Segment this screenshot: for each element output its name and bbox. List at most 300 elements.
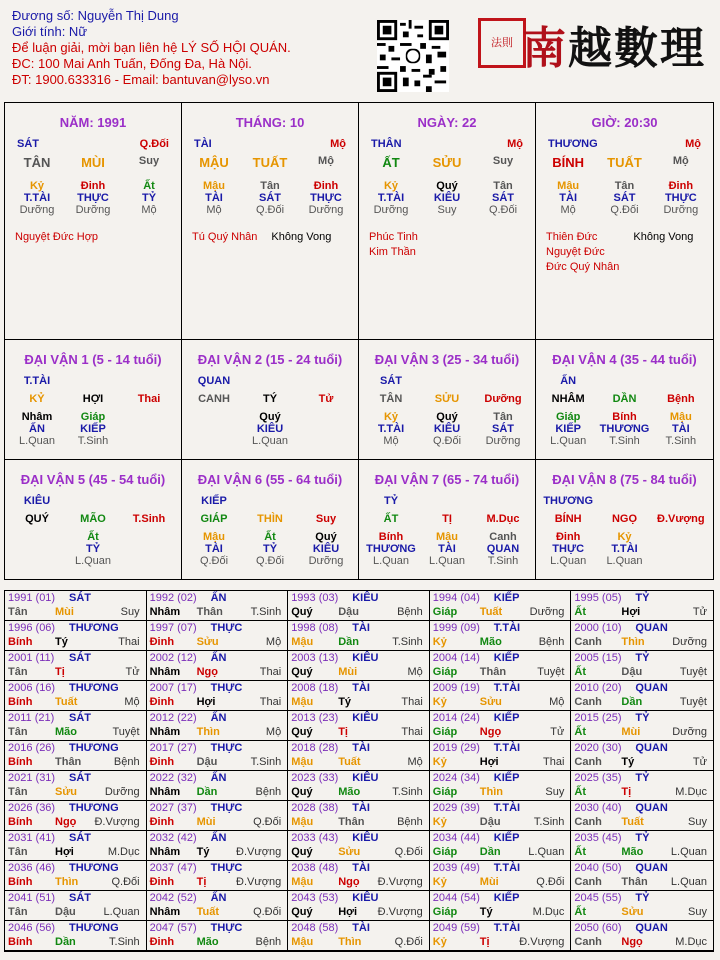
dai-van-hidden-stages-row xyxy=(182,555,358,567)
year-stage: Thai xyxy=(401,696,423,708)
year-cell xyxy=(571,741,713,771)
dai-van-hidden-stem: Bính xyxy=(612,411,637,423)
year-label: 1993 (03) xyxy=(291,592,339,604)
year-branch: Hợi xyxy=(196,696,216,708)
year-god: SÁT xyxy=(69,892,91,904)
year-label: 2008 (18) xyxy=(291,682,339,694)
year-stage: M.Dục xyxy=(675,786,707,798)
dai-van-hidden-row xyxy=(536,411,713,423)
year-label: 2042 (52) xyxy=(149,892,197,904)
pillar-stars xyxy=(359,230,535,260)
year-label: 2028 (38) xyxy=(291,802,339,814)
year-god: KIẾP xyxy=(493,652,520,664)
slot xyxy=(9,531,65,543)
dai-van-stage: T.Sinh xyxy=(132,513,166,525)
year-cell xyxy=(147,771,289,801)
hidden-stage: Dưỡng xyxy=(308,204,344,216)
year-cell xyxy=(288,801,430,831)
star-name: Kim Thần xyxy=(369,246,416,258)
year-label: 2014 (24) xyxy=(432,712,480,724)
year-god: THƯƠNG xyxy=(69,802,119,814)
dai-van-hidden-god: KIÊU xyxy=(256,423,284,435)
dai-van-hidden-stage: Dưỡng xyxy=(308,555,344,567)
year-stem: Bính xyxy=(8,816,33,828)
can-god: THƯƠNG xyxy=(548,138,598,150)
year-branch: Mão xyxy=(196,936,219,948)
dai-van-hidden-god: QUAN xyxy=(486,543,520,555)
dai-van-hidden-stage: Q.Đối xyxy=(255,555,285,567)
dai-van-god: QUAN xyxy=(197,375,231,387)
year-branch: Dậu xyxy=(338,606,359,618)
year-branch: Tị xyxy=(338,726,348,738)
dai-van-stage: Tử xyxy=(318,393,334,405)
year-cell xyxy=(288,861,430,891)
year-cell xyxy=(430,651,572,681)
slot xyxy=(121,423,177,435)
year-god: T.TÀI xyxy=(493,802,521,814)
year-stem: Ất xyxy=(574,726,586,738)
year-label: 1994 (04) xyxy=(432,592,480,604)
hidden-stems-row xyxy=(5,180,181,192)
year-label: 2023 (33) xyxy=(291,772,339,784)
year-label: 2022 (32) xyxy=(149,772,197,784)
spacer xyxy=(475,495,531,507)
year-stage: Tuyệt xyxy=(537,666,565,678)
year-branch: Dậu xyxy=(479,816,501,828)
year-cell xyxy=(5,861,147,891)
dai-van-hidden-stage: L.Quan xyxy=(74,555,112,567)
pillar-god-row xyxy=(536,138,713,150)
dai-van-hidden-stages-row xyxy=(182,435,358,447)
year-stage: Q.Đối xyxy=(253,906,282,918)
pillar-god-row xyxy=(182,138,358,150)
dai-van-branch: DẦN xyxy=(612,393,637,405)
year-stem: Nhâm xyxy=(149,606,181,618)
star-name: Tú Quý Nhân xyxy=(192,231,258,243)
can-god: TÀI xyxy=(194,138,212,150)
year-branch: Ngọ xyxy=(196,666,218,678)
dai-van-hidden-row xyxy=(182,531,358,543)
pillar-title: NĂM: 1991 xyxy=(59,115,127,130)
year-label: 2033 (43) xyxy=(291,832,339,844)
dai-van-hidden-row xyxy=(359,531,535,543)
year-branch: Tị xyxy=(621,786,632,798)
dai-van-stem: BÍNH xyxy=(554,513,582,525)
earthly-branch: TUẤT xyxy=(607,155,642,170)
year-god: THƯƠNG xyxy=(69,622,119,634)
year-god: SÁT xyxy=(69,772,91,784)
year-label: 2043 (53) xyxy=(291,892,339,904)
year-label: 1991 (01) xyxy=(8,592,56,604)
year-cell xyxy=(430,771,572,801)
year-stem: Bính xyxy=(8,756,33,768)
year-branch: Tý xyxy=(621,756,635,768)
year-stage: Đ.Vượng xyxy=(377,876,423,888)
dai-van-cell xyxy=(182,340,359,460)
year-stem: Canh xyxy=(574,816,602,828)
dai-van-title: ĐẠI VẬN 6 (55 - 64 tuổi) xyxy=(197,472,343,487)
dai-van-hidden-stage: T.Sinh xyxy=(487,555,519,567)
year-label: 2041 (51) xyxy=(8,892,56,904)
dai-van-hidden-stem: Mậu xyxy=(203,531,225,543)
year-stem: Canh xyxy=(574,696,602,708)
dai-van-branch: SỬU xyxy=(434,393,460,405)
year-cell xyxy=(288,921,430,951)
hidden-stage: Dưỡng xyxy=(373,204,409,216)
hidden-stages-row xyxy=(359,204,535,216)
stars-left xyxy=(15,230,98,245)
dai-van-main-row xyxy=(359,513,535,525)
year-stem: Quý xyxy=(291,726,313,738)
year-cell xyxy=(5,921,147,951)
four-pillars xyxy=(4,102,714,340)
dai-van-hidden-stage: L.Quan xyxy=(550,555,587,567)
dai-van-hidden-stem: Mậu xyxy=(436,531,458,543)
year-branch: Tý xyxy=(479,906,493,918)
dai-van-stage: Suy xyxy=(315,513,337,525)
dai-van-hidden-stage: Mộ xyxy=(383,435,399,447)
year-cell xyxy=(288,771,430,801)
dai-van-hidden-stage: Q.Đối xyxy=(432,435,462,447)
year-branch: Tý xyxy=(338,696,352,708)
year-god: THƯƠNG xyxy=(69,862,119,874)
year-stage: Bệnh xyxy=(113,756,140,768)
year-stage: Q.Đối xyxy=(394,846,423,858)
pillar-god-row xyxy=(359,138,535,150)
dai-van-cell xyxy=(5,460,182,580)
year-stem: Đinh xyxy=(149,696,175,708)
year-stem: Giáp xyxy=(432,906,458,918)
dai-van-hidden-stage: T.Sinh xyxy=(609,435,640,447)
year-god: KIÊU xyxy=(352,652,379,664)
year-stem: Đinh xyxy=(149,816,175,828)
hidden-god: SÁT xyxy=(492,192,514,204)
earthly-branch: SỬU xyxy=(432,155,462,170)
year-stage: Suy xyxy=(688,816,707,828)
year-stem: Ất xyxy=(574,786,586,798)
year-label: 2044 (54) xyxy=(432,892,480,904)
hidden-god: TÀI xyxy=(559,192,578,204)
year-label: 2013 (23) xyxy=(291,712,339,724)
dai-van-hidden-stem: Nhâm xyxy=(21,411,53,423)
year-label: 2032 (42) xyxy=(149,832,197,844)
dai-van-hidden-stage: Dưỡng xyxy=(485,435,521,447)
hidden-stem: Kỷ xyxy=(383,180,399,192)
dai-van-cell xyxy=(359,340,536,460)
hidden-god: SÁT xyxy=(259,192,281,204)
year-cell xyxy=(430,801,572,831)
year-stem: Canh xyxy=(574,936,602,948)
year-god: TÀI xyxy=(352,622,370,634)
spacer xyxy=(242,495,298,507)
year-stem: Giáp xyxy=(432,666,458,678)
year-stage: Bệnh xyxy=(538,636,565,648)
year-stage: Thai xyxy=(259,696,282,708)
spacer xyxy=(419,375,475,387)
dai-van-hidden-god: THƯƠNG xyxy=(599,423,650,435)
slot xyxy=(186,435,242,447)
year-label: 1995 (05) xyxy=(574,592,622,604)
year-stem: Bính xyxy=(8,936,33,948)
dai-van-hidden-stages-row xyxy=(359,435,535,447)
year-stem: Canh xyxy=(574,636,602,648)
year-branch: Tuất xyxy=(55,696,78,708)
year-god: TỶ xyxy=(635,652,650,664)
year-stage: Tuyệt xyxy=(112,726,140,738)
spacer xyxy=(298,495,354,507)
year-cell xyxy=(5,591,147,621)
year-cell xyxy=(5,831,147,861)
year-stage: L.Quan xyxy=(670,846,707,858)
year-cell xyxy=(147,831,289,861)
year-god: T.TÀI xyxy=(493,622,521,634)
pillar-stars xyxy=(5,230,181,245)
pillar-column xyxy=(359,103,536,339)
year-god: KIẾP xyxy=(493,832,520,844)
year-stage: Mộ xyxy=(124,696,140,708)
year-stem: Kỷ xyxy=(432,696,447,708)
annual-luck-table xyxy=(4,590,714,952)
year-branch: Mùi xyxy=(196,816,216,828)
qr-code-icon xyxy=(377,20,449,92)
dai-van-hidden-stage: L.Quan xyxy=(428,555,466,567)
year-cell xyxy=(288,681,430,711)
dai-van-hidden-stage: L.Quan xyxy=(550,435,587,447)
year-god: SÁT xyxy=(69,652,91,664)
year-label: 2020 (30) xyxy=(574,742,622,754)
hidden-stages-row xyxy=(182,204,358,216)
chi-god: Mộ xyxy=(330,138,346,150)
spacer xyxy=(242,375,298,387)
year-stage: Thai xyxy=(259,666,282,678)
year-god: TÀI xyxy=(352,922,370,934)
year-stem: Tân xyxy=(8,666,28,678)
year-branch: Tuất xyxy=(621,816,644,828)
year-branch: Sửu xyxy=(338,846,361,858)
year-label: 2027 (37) xyxy=(149,802,197,814)
year-stage: Đ.Vượng xyxy=(377,906,423,918)
year-cell xyxy=(430,861,572,891)
year-label: 2000 (10) xyxy=(574,622,622,634)
slot xyxy=(9,543,65,555)
heavenly-stem: TÂN xyxy=(23,155,51,170)
year-stage: T.Sinh xyxy=(109,936,140,948)
dai-van-hidden-god: THỰC xyxy=(552,543,585,555)
hidden-god: SÁT xyxy=(613,192,636,204)
dai-van-hidden-stem: Kỷ xyxy=(383,411,399,423)
year-stage: Mộ xyxy=(265,636,282,648)
year-stage: Đ.Vượng xyxy=(94,816,140,828)
slot xyxy=(298,411,354,423)
star-name: Phúc Tinh xyxy=(369,231,418,243)
dai-van-hidden-stem: Ất xyxy=(87,531,99,543)
year-cell xyxy=(571,711,713,741)
year-stem: Ất xyxy=(574,846,586,858)
slot xyxy=(186,423,242,435)
year-god: QUAN xyxy=(635,802,668,814)
slot xyxy=(121,543,177,555)
dai-van-hidden-gods-row xyxy=(536,423,713,435)
year-cell xyxy=(571,651,713,681)
dai-van-god: T.TÀI xyxy=(23,375,51,387)
dai-van-hidden-god: TÀI xyxy=(438,543,456,555)
year-stage: Đ.Vượng xyxy=(236,876,282,888)
year-label: 2025 (35) xyxy=(574,772,622,784)
year-branch: Tị xyxy=(196,876,207,888)
dai-van-god: KIẾP xyxy=(201,495,227,507)
dai-van-god-row xyxy=(536,375,713,387)
year-label: 2012 (22) xyxy=(149,712,197,724)
year-stem: Ất xyxy=(574,906,586,918)
year-stage: Tử xyxy=(692,756,707,768)
year-god: T.TÀI xyxy=(493,742,521,754)
year-stem: Kỷ xyxy=(432,876,447,888)
phone-email: ĐT: 1900.633316 - Email: bantuvan@lyso.vn xyxy=(12,72,270,87)
year-stage: Dưỡng xyxy=(104,786,140,798)
year-label: 2004 (14) xyxy=(432,652,480,664)
hidden-stem: Mậu xyxy=(203,180,225,192)
year-branch: Tị xyxy=(55,666,65,678)
dai-van-hidden-stem: Đinh xyxy=(555,531,581,543)
year-god: THƯƠNG xyxy=(69,922,119,934)
dai-van-hidden-gods-row xyxy=(182,423,358,435)
year-stem: Canh xyxy=(574,876,602,888)
year-god: KIÊU xyxy=(352,772,379,784)
year-god: KIẾP xyxy=(493,772,520,784)
year-cell xyxy=(430,921,572,951)
life-stage: Mộ xyxy=(672,155,689,167)
dai-van-hidden-god: KIẾP xyxy=(80,423,106,435)
dai-van-god-row xyxy=(359,375,535,387)
hidden-god: T.TÀI xyxy=(377,192,405,204)
year-label: 1996 (06) xyxy=(8,622,56,634)
year-god: ẤN xyxy=(210,892,227,904)
dai-van-hidden-stem: Quý xyxy=(315,531,337,543)
dai-van-hidden-stage: L.Quan xyxy=(251,435,289,447)
year-branch: Ngọ xyxy=(621,936,643,948)
star-name: Không Vong xyxy=(633,231,694,243)
slot xyxy=(121,411,177,423)
pillar-column xyxy=(5,103,182,339)
dai-van-main-row xyxy=(536,513,713,525)
year-cell xyxy=(571,921,713,951)
year-label: 2005 (15) xyxy=(574,652,622,664)
hidden-god: T.TÀI xyxy=(23,192,51,204)
dai-van-hidden-stages-row xyxy=(5,555,181,567)
year-branch: Mão xyxy=(621,846,644,858)
year-stem: Mậu xyxy=(291,936,314,948)
spacer xyxy=(298,375,354,387)
dai-van-hidden-stem: Ất xyxy=(264,531,276,543)
year-branch: Hợi xyxy=(338,906,358,918)
year-stem: Ất xyxy=(574,666,586,678)
dai-van-hidden-god: TỶ xyxy=(262,543,278,555)
hidden-gods-row xyxy=(536,192,713,204)
dai-van-branch: HỢI xyxy=(82,393,104,405)
hidden-stage: Q.Đối xyxy=(610,204,639,216)
dai-van-stem: KỶ xyxy=(29,393,45,405)
year-branch: Thân xyxy=(196,606,223,618)
year-stage: M.Dục xyxy=(675,936,707,948)
dai-van-stem: ẤT xyxy=(383,513,399,525)
dai-van-hidden-stage: Q.Đối xyxy=(199,555,229,567)
year-god: T.TÀI xyxy=(493,862,521,874)
year-stem: Đinh xyxy=(149,876,175,888)
star-name: Không Vong xyxy=(271,231,332,243)
year-label: 2017 (27) xyxy=(149,742,197,754)
year-stage: L.Quan xyxy=(528,846,565,858)
dai-van-god-row xyxy=(5,495,181,507)
year-label: 2040 (50) xyxy=(574,862,622,874)
dai-van-hidden-row xyxy=(182,411,358,423)
dai-van-hidden-god: TỶ xyxy=(85,543,101,555)
dai-van-hidden-stages-row xyxy=(536,435,713,447)
hidden-stage: Q.Đối xyxy=(255,204,285,216)
dai-van-hidden-stem: Giáp xyxy=(555,411,581,423)
pillar-title: NGÀY: 22 xyxy=(417,115,477,130)
year-branch: Tuất xyxy=(196,906,219,918)
year-stem: Tân xyxy=(8,606,28,618)
year-god: QUAN xyxy=(635,862,668,874)
year-stem: Giáp xyxy=(432,726,458,738)
year-stem: Tân xyxy=(8,846,28,858)
dai-van-hidden-stem: Mậu xyxy=(669,411,692,423)
pillar-column xyxy=(536,103,713,339)
year-branch: Dần xyxy=(479,846,501,858)
dai-van-stage: Đ.Vượng xyxy=(657,513,705,525)
year-label: 1997 (07) xyxy=(149,622,197,634)
hidden-stem: Tân xyxy=(260,180,280,192)
slot xyxy=(653,543,709,555)
year-stage: Dưỡng xyxy=(672,726,707,738)
hidden-stage: Dưỡng xyxy=(75,204,111,216)
year-cell xyxy=(571,861,713,891)
dai-van-stage: Dưỡng xyxy=(484,393,522,405)
year-stem: Nhâm xyxy=(149,666,181,678)
year-stem: Kỷ xyxy=(432,756,447,768)
dai-van-god: TỶ xyxy=(383,495,399,507)
year-cell xyxy=(288,831,430,861)
year-cell xyxy=(430,741,572,771)
year-label: 1992 (02) xyxy=(149,592,197,604)
hidden-stem: Kỷ xyxy=(29,180,45,192)
year-stage: M.Dục xyxy=(107,846,140,858)
year-stem: Đinh xyxy=(149,756,175,768)
year-label: 2009 (19) xyxy=(432,682,480,694)
year-stem: Mậu xyxy=(291,636,314,648)
dai-van-hidden-god: ẤN xyxy=(29,423,45,435)
hidden-god: THỰC xyxy=(664,192,697,204)
heavenly-stem: MẬU xyxy=(199,155,229,170)
year-god: KIÊU xyxy=(352,712,379,724)
year-label: 2016 (26) xyxy=(8,742,56,754)
dai-van-title: ĐẠI VẬN 1 (5 - 14 tuổi) xyxy=(24,352,162,367)
slot xyxy=(298,435,354,447)
spacer xyxy=(121,495,177,507)
year-cell xyxy=(288,651,430,681)
year-god: THỰC xyxy=(210,742,243,754)
year-stem: Đinh xyxy=(149,936,175,948)
dai-van-cell xyxy=(536,340,713,460)
contact-invite: Để luận giải, mời bạn liên hệ LÝ SỐ HỘI QUÁN. xyxy=(12,40,291,55)
hidden-stems-row xyxy=(182,180,358,192)
year-stage: L.Quan xyxy=(103,906,140,918)
dai-van-god: THƯƠNG xyxy=(543,495,593,507)
year-branch: Thìn xyxy=(338,936,362,948)
year-label: 2002 (12) xyxy=(149,652,197,664)
hidden-stem: Mậu xyxy=(557,180,580,192)
dai-van-hidden-stages-row xyxy=(5,435,181,447)
